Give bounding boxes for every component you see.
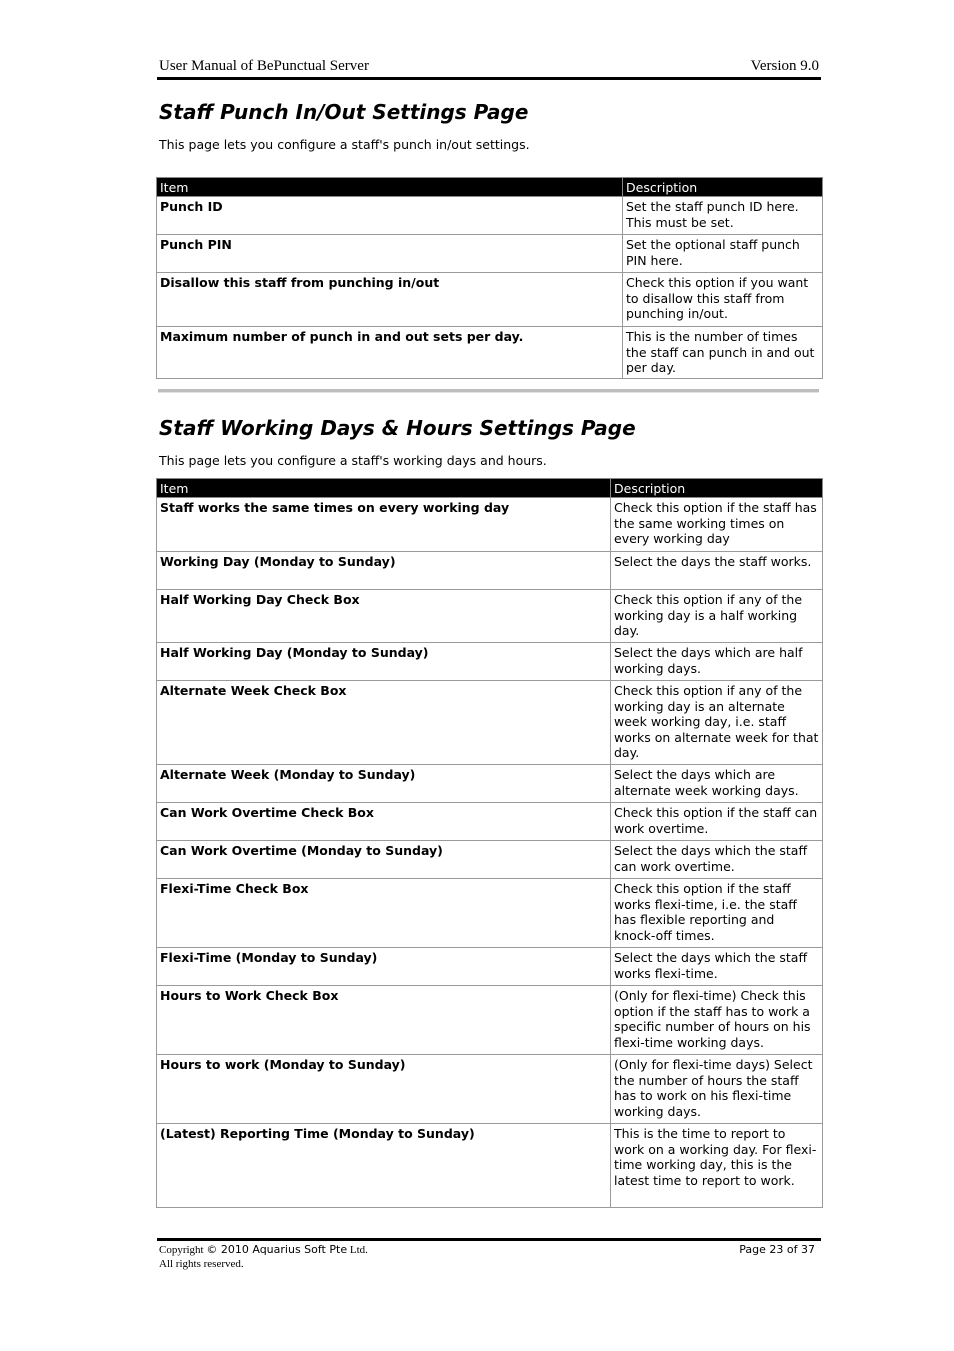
description-cell: Select the days which the staff works flexi-time. (611, 948, 823, 986)
item-cell: Disallow this staff from punching in/out (157, 273, 623, 327)
section1-intro: This page lets you configure a staff's punch in/out settings. (159, 137, 530, 152)
rights-reserved: All rights reserved. (159, 1258, 244, 1270)
table-row (157, 327, 823, 379)
table-row (157, 643, 823, 681)
table-header-row (157, 479, 823, 498)
table-row (157, 273, 823, 327)
item-cell: Alternate Week Check Box (157, 681, 611, 765)
copyright-symbol: © (206, 1243, 218, 1256)
page-footer (159, 1243, 819, 1270)
header-rule (157, 77, 821, 80)
description-cell: This is the number of times the staff can punch in and out per day. (623, 327, 823, 379)
column-header-item: Item (157, 479, 611, 498)
working-days-table (156, 478, 823, 1208)
section1-heading: Staff Punch In/Out Settings Page (159, 100, 529, 124)
description-cell: Check this option if any of the working day is a half working day. (611, 590, 823, 643)
description-cell: This is the time to report to work on a working day. For flexi-time working day, this is the latest time to report to work. (611, 1124, 823, 1208)
item-cell: Flexi-Time Check Box (157, 879, 611, 948)
footer-rule (157, 1238, 821, 1241)
table-row (157, 552, 823, 590)
document-version: Version 9.0 (750, 58, 819, 74)
item-cell: Alternate Week (Monday to Sunday) (157, 765, 611, 803)
page-number: Page 23 of 37 (739, 1243, 815, 1256)
description-cell: (Only for flexi-time) Check this option if the staff has to work a specific number of hours on his flexi-time working days. (611, 986, 823, 1055)
item-cell: Punch PIN (157, 235, 623, 273)
table-row (157, 498, 823, 552)
section2-intro: This page lets you configure a staff's working days and hours. (159, 453, 547, 468)
description-cell: Check this option if you want to disallow this staff from punching in/out. (623, 273, 823, 327)
description-cell: Select the days the staff works. (611, 552, 823, 590)
item-cell: Working Day (Monday to Sunday) (157, 552, 611, 590)
item-cell: Can Work Overtime (Monday to Sunday) (157, 841, 611, 879)
table-row (157, 803, 823, 841)
description-cell: Set the optional staff punch PIN here. (623, 235, 823, 273)
table-row (157, 235, 823, 273)
description-cell: Select the days which are alternate week working days. (611, 765, 823, 803)
description-cell: Check this option if the staff can work overtime. (611, 803, 823, 841)
column-header-description: Description (611, 479, 823, 498)
description-cell: Select the days which the staff can work overtime. (611, 841, 823, 879)
table-row (157, 765, 823, 803)
page-header (159, 58, 821, 76)
table-row (157, 841, 823, 879)
column-header-item: Item (157, 178, 623, 197)
section2-heading: Staff Working Days & Hours Settings Page (159, 416, 636, 440)
column-header-description: Description (623, 178, 823, 197)
item-cell: Staff works the same times on every working day (157, 498, 611, 552)
item-cell: Can Work Overtime Check Box (157, 803, 611, 841)
table-row (157, 986, 823, 1055)
document-title: User Manual of BePunctual Server (159, 58, 369, 74)
table-row (157, 1124, 823, 1208)
copyright-owner: 2010 Aquarius Soft Pte (217, 1243, 348, 1256)
item-cell: Hours to Work Check Box (157, 986, 611, 1055)
description-cell: Check this option if the staff has the same working times on every working day (611, 498, 823, 552)
item-cell: Maximum number of punch in and out sets per day. (157, 327, 623, 379)
table-row (157, 879, 823, 948)
item-cell: (Latest) Reporting Time (Monday to Sunday) (157, 1124, 611, 1208)
table-body (157, 498, 823, 1208)
item-cell: Half Working Day (Monday to Sunday) (157, 643, 611, 681)
table-row (157, 948, 823, 986)
description-cell: Check this option if the staff works flexi-time, i.e. the staff has flexible reporting and knock-off times. (611, 879, 823, 948)
description-cell: Select the days which are half working days. (611, 643, 823, 681)
description-cell: Check this option if any of the working day is an alternate week working day, i.e. staff works on alternate week for that day. (611, 681, 823, 765)
copyright-line (159, 1243, 819, 1256)
table-body (157, 197, 823, 379)
item-cell: Flexi-Time (Monday to Sunday) (157, 948, 611, 986)
table-row (157, 681, 823, 765)
copyright-prefix: Copyright (159, 1244, 207, 1256)
description-cell: (Only for flexi-time days) Select the number of hours the staff has to work on his flexi-time working days. (611, 1055, 823, 1124)
item-cell: Half Working Day Check Box (157, 590, 611, 643)
table-row (157, 1055, 823, 1124)
table-header-row (157, 178, 823, 197)
table-row (157, 590, 823, 643)
section-separator (158, 389, 819, 393)
description-cell: Set the staff punch ID here. This must be set. (623, 197, 823, 235)
punch-settings-table (156, 177, 823, 379)
item-cell: Hours to work (Monday to Sunday) (157, 1055, 611, 1124)
table-row (157, 197, 823, 235)
copyright-suffix: Ltd. (347, 1244, 368, 1256)
item-cell: Punch ID (157, 197, 623, 235)
